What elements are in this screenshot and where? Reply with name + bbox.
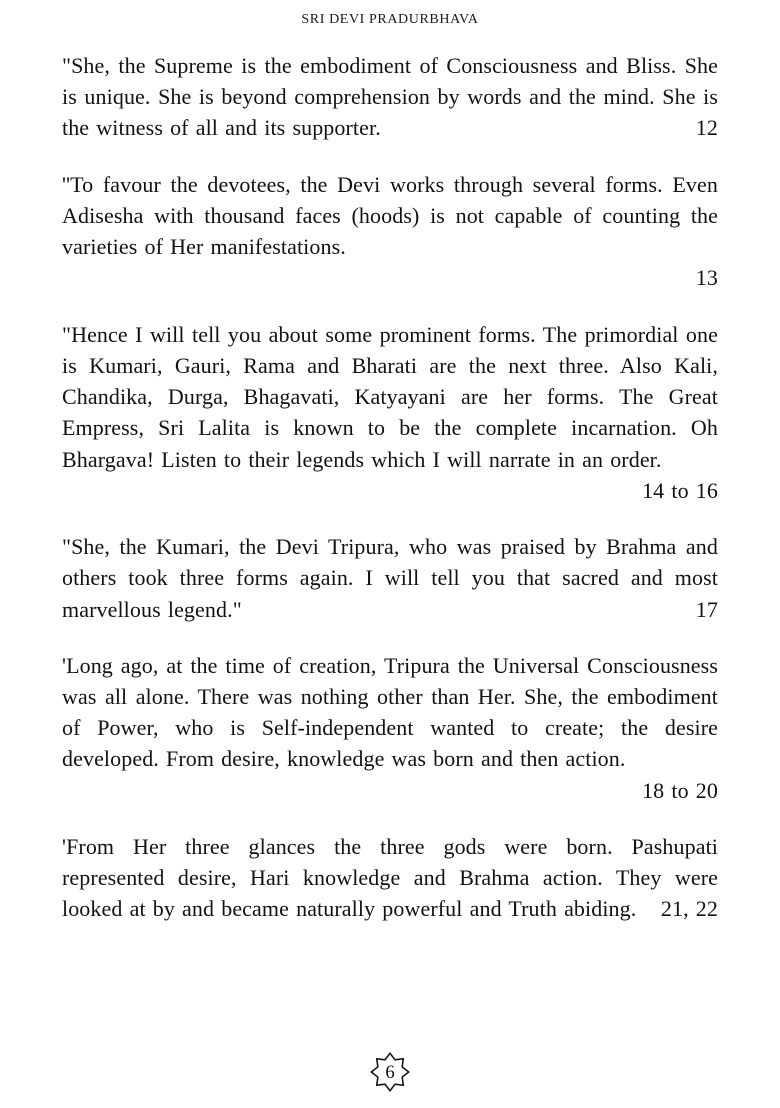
paragraph [62, 50, 718, 144]
paragraph [62, 650, 718, 806]
paragraph-text: "She, the Kumari, the Devi Tripura, who was praised by Brahma and others took three forms again. I will tell you that sacred and most marvellous legend." [62, 534, 718, 622]
verse-number: 12 [695, 115, 718, 141]
paragraph-text: "Hence I will tell you about some prominent forms. The primordial one is Kumari, Gauri, Rama and Bharati are the next three. Also Kali, Chandika, Durga, Bhagavati, Katyayani are her forms. The Great Empress, Sri Lalita is known to be the complete incarnation. Oh Bhargava! Listen to their legends which I will narrate in an order. [62, 321, 718, 472]
verse-number: 18 to 20 [642, 777, 718, 803]
verse-number: 13 [695, 265, 718, 291]
running-header-title: SRI DEVI PRADURBHAVA [301, 12, 479, 27]
sunburst-star-icon [368, 1050, 412, 1094]
verse-number: 14 to 16 [642, 477, 718, 503]
paragraph-text: 'Long ago, at the time of creation, Tripura the Universal Consciousness was all alone. There was nothing other than Her. She, the embodiment of Power, who is Self-independent wanted to create; the desire developed. From desire, knowledge was born and then action. [62, 652, 718, 772]
page-number-badge [368, 1050, 412, 1094]
verse-number: 21, 22 [660, 896, 718, 922]
verse-number: 17 [695, 596, 718, 622]
page-footer [0, 1050, 780, 1094]
paragraph [62, 531, 718, 625]
page-number: 6 [385, 1062, 395, 1084]
paragraph-text: "She, the Supreme is the embodiment of Consciousness and Bliss. She is unique. She is beyond comprehension by words and the mind. She is the witness of all and its supporter. [62, 53, 718, 141]
paragraph-text: ''To favour the devotees, the Devi works through several forms. Even Adisesha with thousand faces (hoods) is not capable of counting the varieties of Her manifestations. [62, 171, 718, 260]
paragraph [62, 319, 718, 506]
paragraph [62, 169, 718, 294]
paragraph-text: 'From Her three glances the three gods were born. Pashupati represented desire, Hari knowledge and Brahma action. They were looked at by and became naturally powerful and Truth abiding. [62, 833, 718, 922]
paragraph [62, 831, 718, 925]
page-body [62, 50, 718, 925]
